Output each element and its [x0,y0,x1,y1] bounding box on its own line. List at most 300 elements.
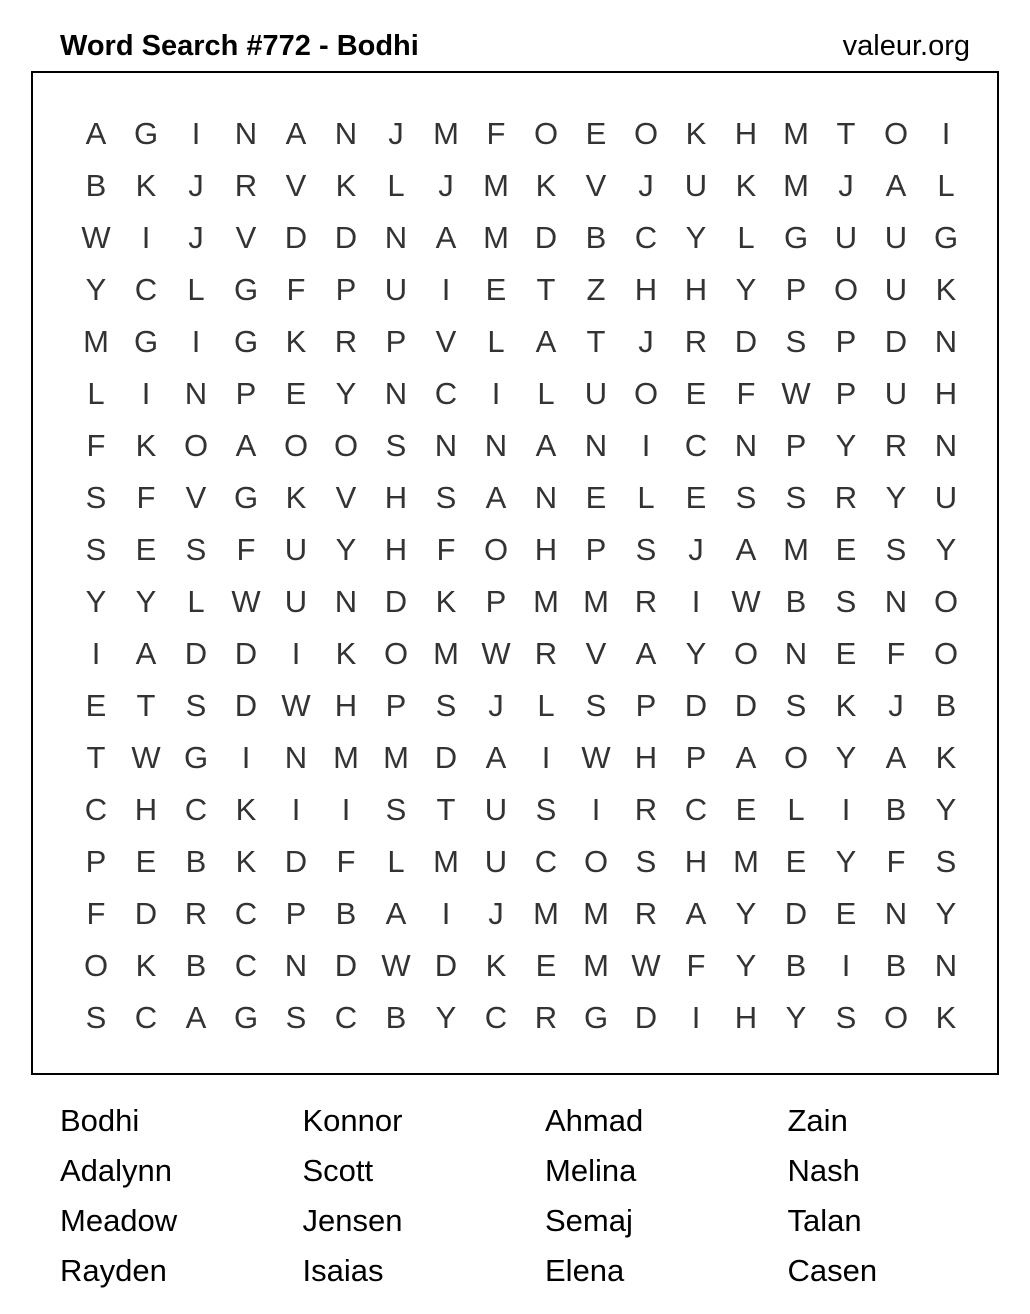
grid-cell[interactable]: C [134,999,158,1035]
grid-cell[interactable]: L [187,271,205,307]
grid-cell[interactable]: H [384,531,408,567]
grid-cell[interactable]: I [441,271,451,307]
grid-cell[interactable]: N [934,323,958,359]
grid-cell[interactable]: H [734,115,758,151]
grid-cell[interactable]: K [285,479,307,515]
grid-cell[interactable]: C [334,999,358,1035]
grid-cell[interactable]: N [884,583,908,619]
grid-cell[interactable]: M [583,583,609,619]
grid-cell[interactable]: H [684,271,708,307]
grid-cell[interactable]: B [185,947,207,983]
grid-cell[interactable]: Y [735,895,757,931]
grid-cell[interactable]: Y [735,271,757,307]
grid-cell[interactable]: A [185,999,207,1035]
grid-cell[interactable]: E [735,791,757,827]
grid-cell[interactable]: I [291,635,301,671]
grid-cell[interactable]: I [141,375,151,411]
grid-cell[interactable]: W [381,947,411,983]
grid-cell[interactable]: S [285,999,307,1035]
grid-cell[interactable]: G [233,479,259,515]
grid-cell[interactable]: W [581,739,611,775]
grid-cell[interactable]: J [388,115,404,151]
grid-cell[interactable]: N [284,947,308,983]
grid-cell[interactable]: E [835,635,857,671]
grid-cell[interactable]: O [383,635,409,671]
grid-cell[interactable]: U [384,271,408,307]
grid-cell[interactable]: N [584,427,608,463]
grid-cell[interactable]: O [883,999,909,1035]
grid-cell[interactable]: D [784,895,808,931]
grid-cell[interactable]: V [285,167,307,203]
grid-cell[interactable]: M [433,843,459,879]
grid-cell[interactable]: I [691,583,701,619]
grid-cell[interactable]: K [285,323,307,359]
grid-cell[interactable]: K [335,635,357,671]
grid-cell[interactable]: I [291,791,301,827]
grid-cell[interactable]: W [81,219,111,255]
grid-cell[interactable]: L [637,479,655,515]
grid-cell[interactable]: B [335,895,357,931]
grid-cell[interactable]: B [585,219,607,255]
grid-cell[interactable]: U [834,219,858,255]
grid-cell[interactable]: N [384,219,408,255]
grid-cell[interactable]: N [534,479,558,515]
grid-cell[interactable]: R [834,479,858,515]
grid-cell[interactable]: F [86,427,106,463]
grid-cell[interactable]: D [434,947,458,983]
grid-cell[interactable]: Y [685,219,707,255]
grid-cell[interactable]: N [384,375,408,411]
grid-cell[interactable]: V [235,219,257,255]
grid-cell[interactable]: N [334,583,358,619]
grid-cell[interactable]: A [285,115,307,151]
grid-cell[interactable]: M [583,895,609,931]
grid-cell[interactable]: S [835,999,857,1035]
grid-cell[interactable]: M [533,895,559,931]
grid-cell[interactable]: B [85,167,107,203]
grid-cell[interactable]: T [136,687,156,723]
grid-cell[interactable]: F [736,375,756,411]
grid-cell[interactable]: M [783,115,809,151]
grid-cell[interactable]: S [85,531,107,567]
grid-cell[interactable]: E [285,375,307,411]
grid-cell[interactable]: F [886,843,906,879]
grid-cell[interactable]: Y [85,271,107,307]
grid-cell[interactable]: D [334,947,358,983]
grid-cell[interactable]: D [284,219,308,255]
grid-cell[interactable]: D [284,843,308,879]
grid-cell[interactable]: J [688,531,704,567]
grid-cell[interactable]: B [785,947,807,983]
grid-cell[interactable]: S [185,531,207,567]
grid-cell[interactable]: I [591,791,601,827]
grid-cell[interactable]: L [87,375,105,411]
grid-cell[interactable]: W [231,583,261,619]
grid-cell[interactable]: I [841,791,851,827]
grid-cell[interactable]: W [481,635,511,671]
grid-cell[interactable]: A [735,531,757,567]
grid-cell[interactable]: M [483,219,509,255]
grid-cell[interactable]: P [485,583,507,619]
grid-cell[interactable]: R [634,895,658,931]
grid-cell[interactable]: I [641,427,651,463]
grid-cell[interactable]: L [937,167,955,203]
grid-cell[interactable]: P [385,687,407,723]
grid-cell[interactable]: G [233,271,259,307]
grid-cell[interactable]: D [234,687,258,723]
grid-cell[interactable]: M [533,583,559,619]
grid-cell[interactable]: O [833,271,859,307]
grid-cell[interactable]: D [184,635,208,671]
grid-cell[interactable]: K [135,427,157,463]
grid-cell[interactable]: E [535,947,557,983]
grid-cell[interactable]: D [134,895,158,931]
grid-cell[interactable]: Y [935,895,957,931]
grid-cell[interactable]: U [484,843,508,879]
grid-cell[interactable]: J [638,167,654,203]
grid-cell[interactable]: J [488,895,504,931]
grid-cell[interactable]: Z [586,271,606,307]
grid-cell[interactable]: S [85,479,107,515]
grid-cell[interactable]: Y [885,479,907,515]
grid-cell[interactable]: S [585,687,607,723]
grid-cell[interactable]: R [184,895,208,931]
grid-cell[interactable]: R [634,583,658,619]
grid-cell[interactable]: E [585,115,607,151]
grid-cell[interactable]: L [787,791,805,827]
grid-cell[interactable]: U [884,219,908,255]
grid-cell[interactable]: B [885,947,907,983]
grid-cell[interactable]: A [535,427,557,463]
grid-cell[interactable]: K [535,167,557,203]
grid-cell[interactable]: M [483,167,509,203]
grid-cell[interactable]: C [484,999,508,1035]
grid-cell[interactable]: H [634,739,658,775]
grid-cell[interactable]: D [434,739,458,775]
grid-cell[interactable]: A [385,895,407,931]
grid-cell[interactable]: G [233,999,259,1035]
grid-cell[interactable]: U [284,583,308,619]
grid-cell[interactable]: C [634,219,658,255]
grid-cell[interactable]: T [536,271,556,307]
grid-cell[interactable]: J [838,167,854,203]
grid-cell[interactable]: D [384,583,408,619]
grid-cell[interactable]: D [234,635,258,671]
grid-cell[interactable]: O [883,115,909,151]
grid-cell[interactable]: E [485,271,507,307]
grid-cell[interactable]: F [886,635,906,671]
grid-cell[interactable]: B [785,583,807,619]
grid-cell[interactable]: N [784,635,808,671]
grid-cell[interactable]: D [534,219,558,255]
grid-cell[interactable]: S [835,583,857,619]
grid-cell[interactable]: A [235,427,257,463]
grid-cell[interactable]: J [438,167,454,203]
grid-cell[interactable]: Y [835,843,857,879]
grid-cell[interactable]: N [934,427,958,463]
grid-cell[interactable]: K [135,167,157,203]
grid-cell[interactable]: N [934,947,958,983]
grid-cell[interactable]: E [785,843,807,879]
grid-cell[interactable]: P [685,739,707,775]
grid-cell[interactable]: I [241,739,251,775]
grid-cell[interactable]: G [933,219,959,255]
grid-cell[interactable]: U [484,791,508,827]
grid-cell[interactable]: S [435,479,457,515]
grid-cell[interactable]: F [286,271,306,307]
grid-cell[interactable]: D [734,323,758,359]
grid-cell[interactable]: Y [935,531,957,567]
grid-cell[interactable]: D [734,687,758,723]
grid-cell[interactable]: L [487,323,505,359]
grid-cell[interactable]: N [434,427,458,463]
grid-cell[interactable]: Y [735,947,757,983]
grid-cell[interactable]: L [387,843,405,879]
grid-cell[interactable]: G [783,219,809,255]
grid-cell[interactable]: C [184,791,208,827]
grid-cell[interactable]: D [684,687,708,723]
grid-cell[interactable]: U [584,375,608,411]
grid-cell[interactable]: V [435,323,457,359]
grid-cell[interactable]: S [635,531,657,567]
grid-cell[interactable]: U [884,271,908,307]
grid-cell[interactable]: O [333,427,359,463]
grid-cell[interactable]: S [635,843,657,879]
grid-cell[interactable]: B [885,791,907,827]
grid-cell[interactable]: E [835,895,857,931]
grid-cell[interactable]: R [334,323,358,359]
grid-cell[interactable]: A [885,167,907,203]
grid-cell[interactable]: S [385,791,407,827]
grid-cell[interactable]: O [183,427,209,463]
grid-cell[interactable]: P [785,271,807,307]
grid-cell[interactable]: H [634,271,658,307]
grid-cell[interactable]: S [385,427,407,463]
grid-cell[interactable]: Y [835,427,857,463]
grid-cell[interactable]: H [684,843,708,879]
grid-cell[interactable]: W [731,583,761,619]
grid-cell[interactable]: P [785,427,807,463]
grid-cell[interactable]: K [835,687,857,723]
grid-cell[interactable]: O [633,375,659,411]
grid-cell[interactable]: M [783,531,809,567]
grid-cell[interactable]: A [735,739,757,775]
grid-cell[interactable]: P [635,687,657,723]
grid-cell[interactable]: P [385,323,407,359]
grid-cell[interactable]: D [334,219,358,255]
grid-cell[interactable]: J [888,687,904,723]
grid-cell[interactable]: I [941,115,951,151]
grid-cell[interactable]: E [135,843,157,879]
grid-cell[interactable]: E [585,479,607,515]
grid-cell[interactable]: L [737,219,755,255]
grid-cell[interactable]: R [684,323,708,359]
grid-cell[interactable]: I [691,999,701,1035]
grid-cell[interactable]: R [884,427,908,463]
grid-cell[interactable]: P [85,843,107,879]
grid-cell[interactable]: C [434,375,458,411]
grid-cell[interactable]: F [686,947,706,983]
grid-cell[interactable]: S [535,791,557,827]
grid-cell[interactable]: S [935,843,957,879]
grid-cell[interactable]: K [335,167,357,203]
grid-cell[interactable]: V [585,167,607,203]
grid-cell[interactable]: I [491,375,501,411]
grid-cell[interactable]: F [336,843,356,879]
grid-cell[interactable]: M [433,635,459,671]
grid-cell[interactable]: A [885,739,907,775]
grid-cell[interactable]: C [84,791,108,827]
grid-cell[interactable]: S [185,687,207,723]
grid-cell[interactable]: K [935,739,957,775]
grid-cell[interactable]: G [133,115,159,151]
grid-cell[interactable]: A [635,635,657,671]
grid-cell[interactable]: E [85,687,107,723]
grid-cell[interactable]: S [735,479,757,515]
grid-cell[interactable]: J [638,323,654,359]
grid-cell[interactable]: G [583,999,609,1035]
grid-cell[interactable]: L [537,375,555,411]
grid-cell[interactable]: Y [835,739,857,775]
grid-cell[interactable]: W [781,375,811,411]
grid-cell[interactable]: P [835,323,857,359]
grid-cell[interactable]: H [734,999,758,1035]
grid-cell[interactable]: F [136,479,156,515]
grid-cell[interactable]: O [83,947,109,983]
grid-cell[interactable]: N [284,739,308,775]
grid-cell[interactable]: T [586,323,606,359]
grid-cell[interactable]: C [534,843,558,879]
grid-cell[interactable]: M [83,323,109,359]
grid-cell[interactable]: K [935,999,957,1035]
grid-cell[interactable]: M [333,739,359,775]
grid-cell[interactable]: K [685,115,707,151]
grid-cell[interactable]: M [583,947,609,983]
grid-cell[interactable]: F [236,531,256,567]
grid-cell[interactable]: Y [685,635,707,671]
grid-cell[interactable]: V [585,635,607,671]
grid-cell[interactable]: K [235,843,257,879]
grid-cell[interactable]: U [284,531,308,567]
grid-cell[interactable]: S [785,323,807,359]
grid-cell[interactable]: D [884,323,908,359]
grid-cell[interactable]: U [934,479,958,515]
grid-cell[interactable]: I [441,895,451,931]
grid-cell[interactable]: N [184,375,208,411]
grid-cell[interactable]: O [583,843,609,879]
grid-cell[interactable]: H [384,479,408,515]
grid-cell[interactable]: A [135,635,157,671]
grid-cell[interactable]: J [188,219,204,255]
grid-cell[interactable]: V [185,479,207,515]
grid-cell[interactable]: P [585,531,607,567]
grid-cell[interactable]: T [836,115,856,151]
grid-cell[interactable]: W [131,739,161,775]
grid-cell[interactable]: S [435,687,457,723]
grid-cell[interactable]: R [534,635,558,671]
grid-cell[interactable]: I [191,115,201,151]
grid-cell[interactable]: N [334,115,358,151]
grid-cell[interactable]: E [685,375,707,411]
grid-cell[interactable]: J [188,167,204,203]
grid-cell[interactable]: F [486,115,506,151]
grid-cell[interactable]: V [335,479,357,515]
grid-cell[interactable]: U [884,375,908,411]
grid-cell[interactable]: Y [335,375,357,411]
grid-cell[interactable]: U [684,167,708,203]
grid-cell[interactable]: H [934,375,958,411]
grid-cell[interactable]: Y [935,791,957,827]
grid-cell[interactable]: Y [85,583,107,619]
grid-cell[interactable]: H [534,531,558,567]
grid-cell[interactable]: M [733,843,759,879]
grid-cell[interactable]: C [134,271,158,307]
grid-cell[interactable]: S [85,999,107,1035]
grid-cell[interactable]: O [933,583,959,619]
grid-cell[interactable]: T [436,791,456,827]
grid-cell[interactable]: I [841,947,851,983]
grid-cell[interactable]: I [341,791,351,827]
grid-cell[interactable]: G [233,323,259,359]
grid-cell[interactable]: F [86,895,106,931]
grid-cell[interactable]: C [234,947,258,983]
grid-cell[interactable]: T [86,739,106,775]
grid-cell[interactable]: R [234,167,258,203]
grid-cell[interactable]: O [483,531,509,567]
grid-cell[interactable]: S [885,531,907,567]
grid-cell[interactable]: H [134,791,158,827]
grid-cell[interactable]: N [884,895,908,931]
grid-cell[interactable]: H [334,687,358,723]
grid-cell[interactable]: N [234,115,258,151]
grid-cell[interactable]: N [734,427,758,463]
grid-cell[interactable]: K [435,583,457,619]
grid-cell[interactable]: C [684,791,708,827]
grid-cell[interactable]: W [631,947,661,983]
grid-cell[interactable]: F [436,531,456,567]
grid-cell[interactable]: G [183,739,209,775]
grid-cell[interactable]: R [534,999,558,1035]
grid-cell[interactable]: I [191,323,201,359]
grid-cell[interactable]: B [185,843,207,879]
grid-cell[interactable]: A [535,323,557,359]
grid-cell[interactable]: I [141,219,151,255]
grid-cell[interactable]: O [633,115,659,151]
grid-cell[interactable]: P [835,375,857,411]
grid-cell[interactable]: O [733,635,759,671]
grid-cell[interactable]: Y [135,583,157,619]
grid-cell[interactable]: K [935,271,957,307]
grid-cell[interactable]: A [85,115,107,151]
grid-cell[interactable]: I [91,635,101,671]
grid-cell[interactable]: N [484,427,508,463]
grid-cell[interactable]: A [485,739,507,775]
grid-cell[interactable]: A [685,895,707,931]
grid-cell[interactable]: S [785,687,807,723]
grid-cell[interactable]: P [335,271,357,307]
grid-cell[interactable]: M [383,739,409,775]
grid-cell[interactable]: L [537,687,555,723]
grid-cell[interactable]: O [933,635,959,671]
grid-cell[interactable]: R [634,791,658,827]
grid-cell[interactable]: Y [335,531,357,567]
grid-cell[interactable]: W [281,687,311,723]
grid-cell[interactable]: L [387,167,405,203]
grid-cell[interactable]: K [135,947,157,983]
grid-cell[interactable]: K [735,167,757,203]
grid-cell[interactable]: Y [785,999,807,1035]
grid-cell[interactable]: O [533,115,559,151]
